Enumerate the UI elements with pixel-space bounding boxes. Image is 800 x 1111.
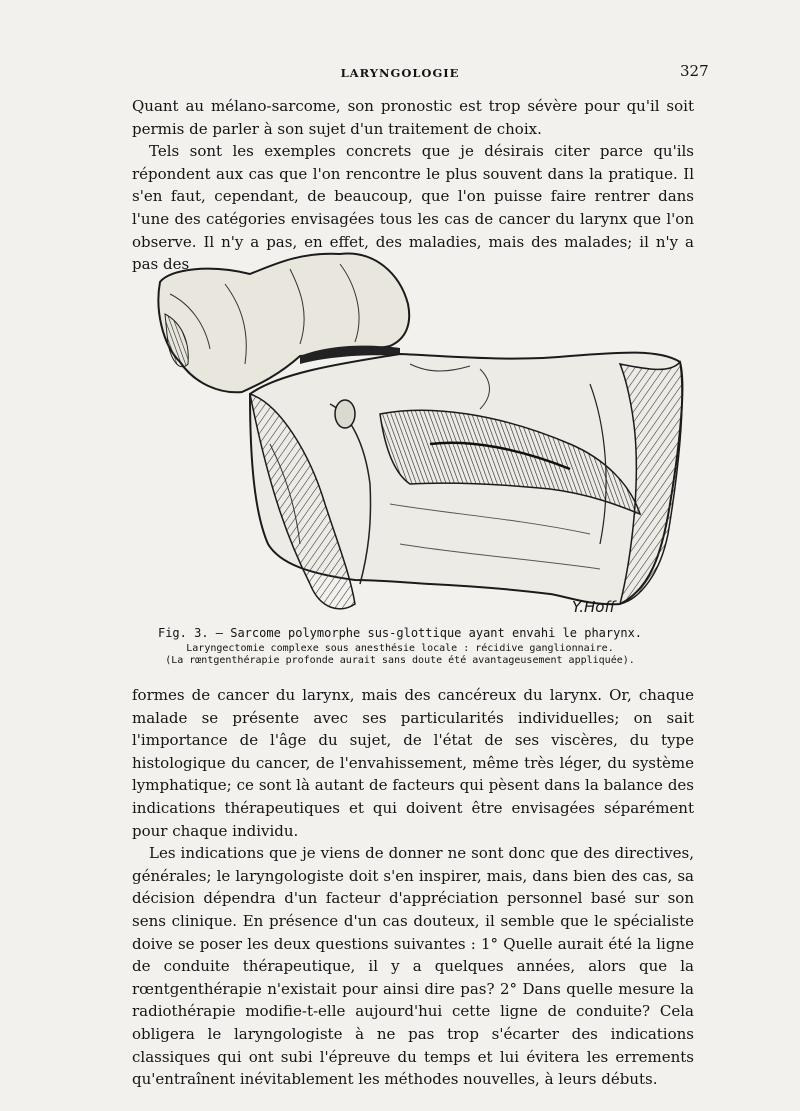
figure-caption-title: Fig. 3. — Sarcome polymorphe sus-glottique ayant envahi le pharynx. <box>157 626 643 640</box>
paragraph: Quant au mélano-sarcome, son pronostic est trop sévère pour qu'il soit permis de parler à son sujet d'un traitement de choix. <box>132 97 694 138</box>
paragraph: Les indications que je viens de donner ne sont donc que des directives, générales; le laryngologiste doit s'en inspirer, mais, dans bien des cas, sa décision dépendra d'un facteur d'appréciation personnel basé sur son sens clinique. En présence d'un cas douteux, il semble que le spécialiste doive se poser les deux questions suivantes : 1° Quelle aurait été la ligne de conduite thérapeutique, il y a quelques années, alors que la rœntgenthérapie n'existait pour ainsi dire pas? 2° Dans quelle mesure la radiothérapie modifie-t-elle aujourd'hui cette ligne de conduite? Cela obligera le laryngologiste à ne pas trop s'écarter des indications classiques qui ont subi l'épreuve du temps et lui évitera les errements qu'entraînent inévitablement les méthodes nouvelles, à leurs débuts. <box>132 844 694 1089</box>
figure-caption-line: (La rœntgenthérapie profonde aurait sans doute été avantageusement appliquée). <box>165 655 635 666</box>
figure-illustration <box>150 244 690 624</box>
figure-caption-line: Laryngectomie complexe sous anesthésie locale : récidive ganglionnaire. <box>186 643 614 654</box>
running-header: LARYNGOLOGIE <box>340 66 460 80</box>
artist-signature: Y.Hoff <box>572 598 616 616</box>
paragraph: formes de cancer du larynx, mais des cancéreux du larynx. Or, chaque malade se présente avec ses particularités individuelles; on sait l'importance de l'âge du sujet, de l'état de ses viscères, du type histologique du cancer, de l'envahissement, même très léger, du système lymphatique; ce sont là autant de facteurs qui pèsent dans la balance des indications thérapeutiques et qui doivent être envisagées séparément pour chaque individu. <box>132 686 694 840</box>
body-text-bottom <box>132 684 694 1091</box>
paragraph: Tels sont les exemples concrets que je désirais citer parce qu'ils répondent aux cas que l'on rencontre le plus souvent dans la pratique. Il s'en faut, cependant, de beaucoup, que l'on puisse faire rentrer dans l'une des catégories envisagées tous les cas de cancer du larynx que l'on observe. Il n'y a pas, en effet, des maladies, mais des malades; il n'y a pas des <box>132 142 694 274</box>
page-number: 327 <box>680 62 709 80</box>
larynx-specimen-drawing <box>150 244 690 624</box>
